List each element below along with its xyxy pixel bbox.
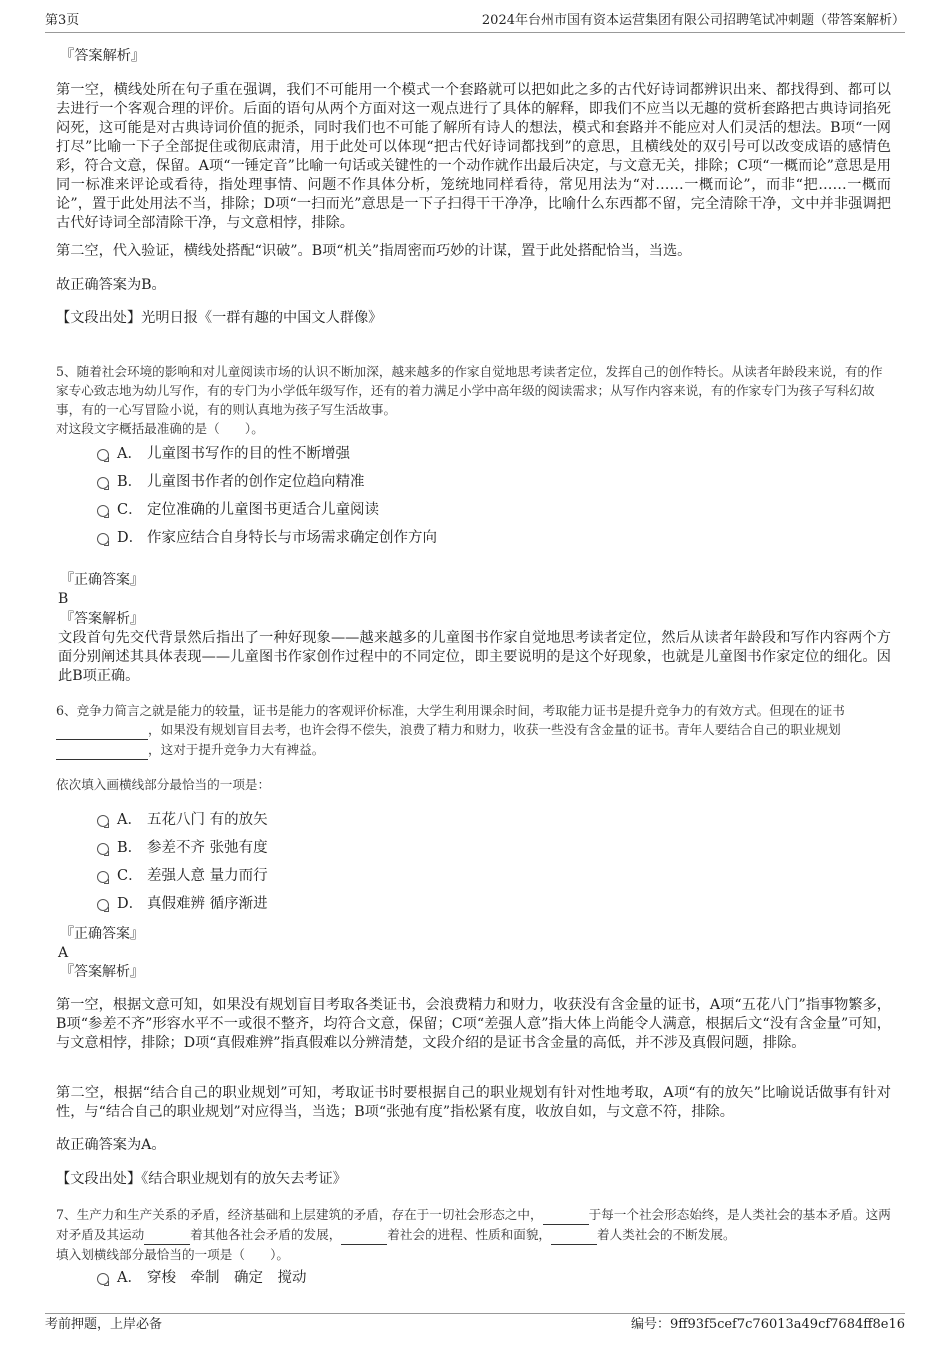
question-6-option-d[interactable]: D． 真假难辨 循序渐进: [97, 894, 268, 914]
analysis-paragraph-2: 第二空，代入验证，横线处搭配“识破”。B项“机关”指周密而巧妙的计谋，置于此处搭配恰当，当选。: [56, 243, 692, 259]
question-6-option-a[interactable]: A． 五花八门 有的放矢: [97, 810, 268, 830]
radio-icon[interactable]: [97, 815, 109, 827]
question-6-option-b[interactable]: B． 参差不齐 张弛有度: [97, 838, 268, 858]
question-6-analysis-2: 第二空，根据“结合自己的职业规划”可知，考取证书时要根据自己的职业规划有针对性地考取，A项“有的放矢”比喻说话做事有针对性，与“结合自己的职业规划”对应得当，当选；B项“张弛有度”指松紧有度，收放自如，与文意不符，排除。: [56, 1085, 891, 1120]
radio-icon[interactable]: [97, 449, 109, 461]
question-7-option-a[interactable]: A． 穿梭 牵制 确定 搅动: [97, 1268, 307, 1288]
correct-answer-value: A: [58, 945, 69, 961]
analysis-label: 『答案解析』: [60, 964, 144, 980]
radio-icon[interactable]: [97, 843, 109, 855]
question-5-option-a[interactable]: A． 儿童图书写作的目的性不断增强: [97, 444, 350, 464]
page-footer: [45, 1313, 905, 1336]
correct-answer-label: 『正确答案』: [60, 926, 144, 942]
radio-icon[interactable]: [97, 477, 109, 489]
question-5-option-d[interactable]: D． 作家应结合自身特长与市场需求确定创作方向: [97, 528, 437, 548]
question-5-option-b[interactable]: B． 儿童图书作者的创作定位趋向精准: [97, 472, 365, 492]
fill-blank: [56, 720, 148, 740]
radio-icon[interactable]: [97, 1273, 109, 1285]
radio-icon[interactable]: [97, 899, 109, 911]
correct-answer-label: 『正确答案』: [60, 572, 144, 588]
question-5-analysis: 文段首句先交代背景然后指出了一种好现象——越来越多的儿童图书作家自觉地思考读者定位，然后从读者年龄段和写作内容两个方面分别阐述其具体表现——儿童图书作家创作过程中的不同定位，即主要说明的是这个好现象，也就是儿童图书作家定位的细化。因此B项正确。: [58, 630, 891, 684]
fill-blank: [144, 1225, 190, 1245]
document-title: 2024年台州市国有资本运营集团有限公司招聘笔试冲刺题（带答案解析）: [481, 13, 905, 28]
fill-blank: [341, 1225, 387, 1245]
analysis-label: 『答案解析』: [60, 48, 146, 64]
radio-icon[interactable]: [97, 505, 109, 517]
answer-statement: 故正确答案为B。: [56, 277, 166, 293]
analysis-paragraph-1: 第一空，横线处所在句子重在强调，我们不可能用一个模式一个套路就可以把如此之多的古代好诗词都辨识出来、都找得到、都可以去进行一个客观合理的评价。后面的语句从两个方面对这一观点进行了具体的解释，即我们不应当以无趣的赏析套路把古典诗词掐死闷死，这可能是对古典诗词价值的扼杀，同时我们也不可能了解所有诗人的想法，模式和套路并不能应对人们灵活的想法。B项“一网打尽”比喻一下子全部捉住或彻底肃清，用于此处可以体现“把古代好诗词都找到”的意思，且横线处的双引号可以改变成语的感情色彩，符合文意，保留。A项“一锤定音”比喻一句话或关键性的一个动作就作出最后决定，与文意无关，排除；C项“一概而论”意思是用同一标准来评论或看待，指处理事情、问题不作具体分析，笼统地同样看待，常见用法为“对……一概而论”，而非“把……一概而论”，置于此处用法不当，排除；D项“一扫而光”意思是一下子扫得干干净净，比喻什么东西都不留，完全清除干净，文中并非强调把古代好诗词全部清除干净，与文意相悖，排除。: [56, 82, 891, 231]
page-number: 第3页: [45, 13, 80, 28]
question-5-stem: 5、随着社会环境的影响和对儿童阅读市场的认识不断加深，越来越多的作家自觉地思考读者定位，发挥自己的创作特长。从读者年龄段来说，有的作家专心致志地为幼儿写作，有的专门为小学低年级写作，还有的着力满足小学中高年级的阅读需求；从写作内容来说，有的作家专门为孩子写科幻故事，有的一心写冒险小说，有的则认真地为孩子写生活故事。 对这段文字概括最准确的是（ ）。: [56, 362, 891, 438]
fill-blank: [543, 1205, 589, 1225]
footer-slogan: 考前押题，上岸必备: [45, 1317, 163, 1332]
radio-icon[interactable]: [97, 533, 109, 545]
question-7-stem: 7、生产力和生产关系的矛盾，经济基础和上层建筑的矛盾，存在于一切社会形态之中， 于每一个社会形态始终，是人类社会的基本矛盾。这两对矛盾及其运动 着其他各社会矛盾的发展， 着社会的进程、性质和面貌， 着人类社会的不断发展。 填入划横线部分最恰当的一项是（ ）。: [56, 1207, 891, 1262]
source-citation: 【文段出处】光明日报《一群有趣的中国文人群像》: [56, 310, 383, 326]
question-7-ask: 填入划横线部分最恰当的一项是（ ）。: [56, 1247, 289, 1262]
radio-icon[interactable]: [97, 871, 109, 883]
prev-question-analysis: [56, 47, 891, 66]
fill-blank: [551, 1225, 597, 1245]
question-5-ask: 对这段文字概括最准确的是（ ）。: [56, 421, 264, 436]
source-citation: 【文段出处】《结合职业规划有的放矢去考证》: [56, 1171, 347, 1187]
page-header: [45, 10, 905, 33]
question-6-stem: 6、竞争力简言之就是能力的较量，证书是能力的客观评价标准，大学生利用课余时间，考取能力证书是提升竞争力的有效方式。但现在的证书 ，如果没有规划盲目去考，也许会得不偿失，浪费了精力和财力，收获一些没有含金量的证书。青年人要结合自己的职业规划 ，这对于提升竞争力大有裨益。: [56, 701, 891, 760]
analysis-label: 『答案解析』: [60, 611, 144, 627]
document-id: 编号：9ff93f5cef7c76013a49cf7684ff8e16: [630, 1317, 905, 1332]
fill-blank: [56, 740, 148, 760]
question-5-option-c[interactable]: C． 定位准确的儿童图书更适合儿童阅读: [97, 500, 379, 520]
question-6-analysis-1: 第一空，根据文意可知，如果没有规划盲目考取各类证书，会浪费精力和财力，收获没有含金量的证书，A项“五花八门”指事物繁多，B项“参差不齐”形容水平不一或很不整齐，均符合文意，保留；C项“差强人意”指大体上尚能令人满意，根据后文“没有含金量”可知，与文意相悖，排除；D项“真假难辨”指真假难以分辨清楚，文段介绍的是证书含金量的高低，并不涉及真假问题，排除。: [56, 997, 891, 1051]
question-6-option-c[interactable]: C． 差强人意 量力而行: [97, 866, 268, 886]
correct-answer-value: B: [58, 591, 69, 607]
answer-statement: 故正确答案为A。: [56, 1137, 166, 1153]
question-6-ask: 依次填入画横线部分最恰当的一项是：: [56, 777, 271, 792]
